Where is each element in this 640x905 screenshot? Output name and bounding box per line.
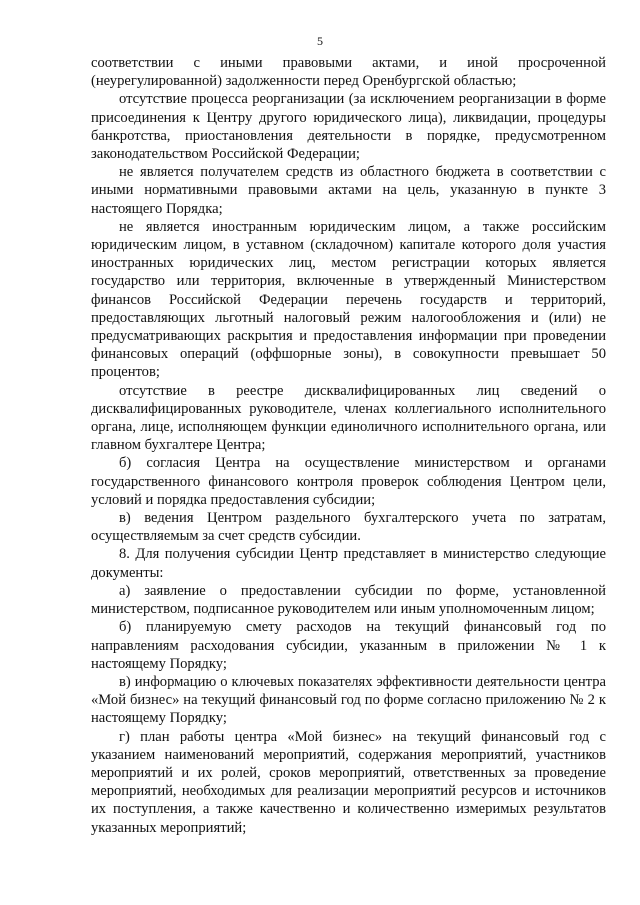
paragraph-7: в) ведения Центром раздельного бухгалтерского учета по затратам, осуществляемым за счет средств субсидии. bbox=[91, 510, 606, 545]
paragraph-9: а) заявление о предоставлении субсидии по форме, установленной министерством, подписанное руководителем или иным уполномоченным лицом; bbox=[91, 582, 606, 618]
paragraph-5: отсутствие в реестре дисквалифицированных лиц сведений о дисквалифицированных руководителе, членах коллегиального исполнительного органа, лице, исполняющем функции единоличного исполнительного органа, или главном бухгалтере Центра; bbox=[91, 382, 606, 454]
paragraph-1: соответствии с иными правовыми актами, и иной просроченной (неурегулированной) задолженности перед Оренбургской областью; bbox=[91, 55, 606, 90]
document-body bbox=[91, 54, 606, 837]
paragraph-6: б) согласия Центра на осуществление министерством и органами государственного финансового контроля проверок соблюдения Центром цели, условий и порядка предоставления субсидии; bbox=[91, 455, 606, 508]
paragraph-11: в) информацию о ключевых показателях эффективности деятельности центра «Мой бизнес» на текущий финансовый год по форме согласно приложению № 2 к настоящему Порядку; bbox=[91, 673, 606, 727]
page-number: 5 bbox=[317, 34, 323, 48]
paragraph-3: не является получателем средств из областного бюджета в соответствии с иными нормативными правовыми актами на цель, указанную в пункте 3 настоящего Порядка; bbox=[91, 164, 606, 217]
paragraph-2: отсутствие процесса реорганизации (за исключением реорганизации в форме присоединения к Центру другого юридического лица), ликвидации, процедуры банкротства, приостановления деятельности в порядке, предусмотренном законодательством Российской Федерации; bbox=[91, 91, 606, 163]
paragraph-10: б) планируемую смету расходов на текущий финансовый год по направлениям расходования субсидии, указанным в приложении № 1 к настоящему Порядку; bbox=[91, 619, 606, 672]
paragraph-12: г) план работы центра «Мой бизнес» на текущий финансовый год с указанием наименований мероприятий, содержания мероприятий, участников мероприятий и их ролей, сроков мероприятий, ответственных за проведение мероприятий, необходимых для реализации мероприятий ресурсов и источников их поступления, а также качественно и количественно измеримых результатов указанных мероприятий; bbox=[91, 728, 606, 836]
paragraph-8: 8. Для получения субсидии Центр представляет в министерство следующие документы: bbox=[91, 546, 606, 581]
paragraph-4: не является иностранным юридическим лицом, а также российским юридическим лицом, в уставном (складочном) капитале которого доля участия иностранных юридических лиц, местом регистрации которых является государство или территория, включенные в утвержденный Министерством финансов Российской Федерации перечень государств и территорий, предоставляющих льготный налоговый режим налогообложения и (или) не предусматривающих раскрытия и предоставления информации при проведении финансовых операций (оффшорные зоны), в совокупности превышает 50 процентов; bbox=[91, 218, 606, 381]
